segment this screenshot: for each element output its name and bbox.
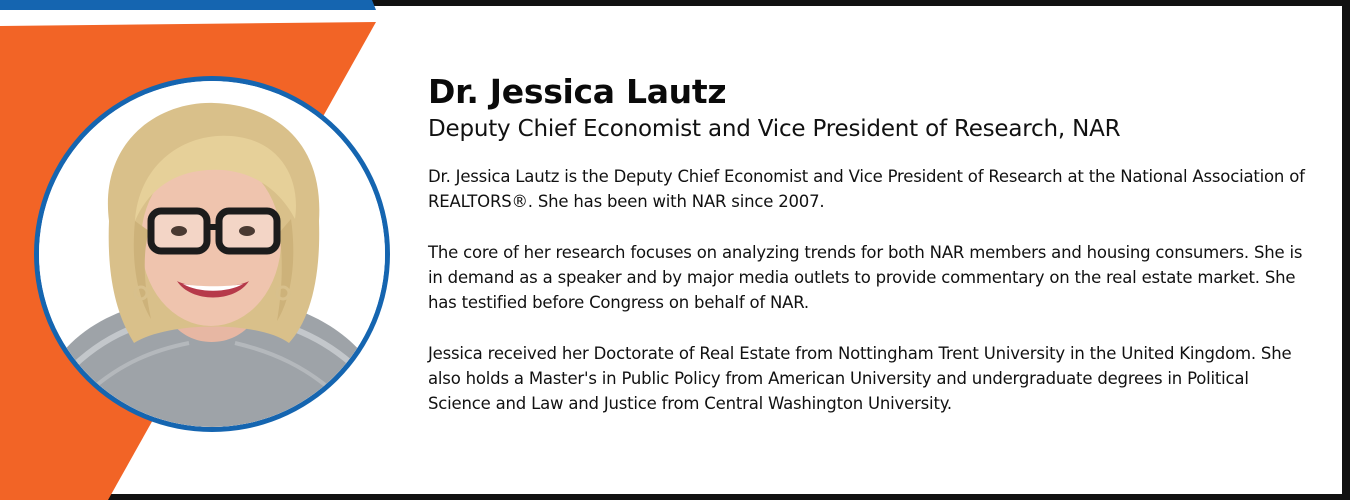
bio-paragraph-1: Dr. Jessica Lautz is the Deputy Chief Economist and Vice President of Research at the National Association of REALTORS®. She has been with NAR since 2007. xyxy=(428,167,1305,211)
blue-top-bar xyxy=(0,0,376,10)
bio-paragraph-2: The core of her research focuses on analyzing trends for both NAR members and housing consumers. She is in demand as a speaker and by major media outlets to provide commentary on the real estate market. She has testified before Congress on behalf of NAR. xyxy=(428,243,1303,312)
speaker-name: Dr. Jessica Lautz xyxy=(428,72,727,111)
bio-paragraph-3: Jessica received her Doctorate of Real Estate from Nottingham Trent University in the United Kingdom. She also holds a Master's in Public Policy from American University and undergraduate degrees in Political Science and Law and Justice from Central Washington University. xyxy=(428,344,1292,413)
person-photo-icon xyxy=(39,81,385,427)
avatar xyxy=(39,81,385,427)
speaker-title: Deputy Chief Economist and Vice President of Research, NAR xyxy=(428,116,1121,142)
speaker-bio xyxy=(428,164,1308,416)
avatar-ring xyxy=(34,76,390,432)
profile-content xyxy=(428,70,1308,442)
